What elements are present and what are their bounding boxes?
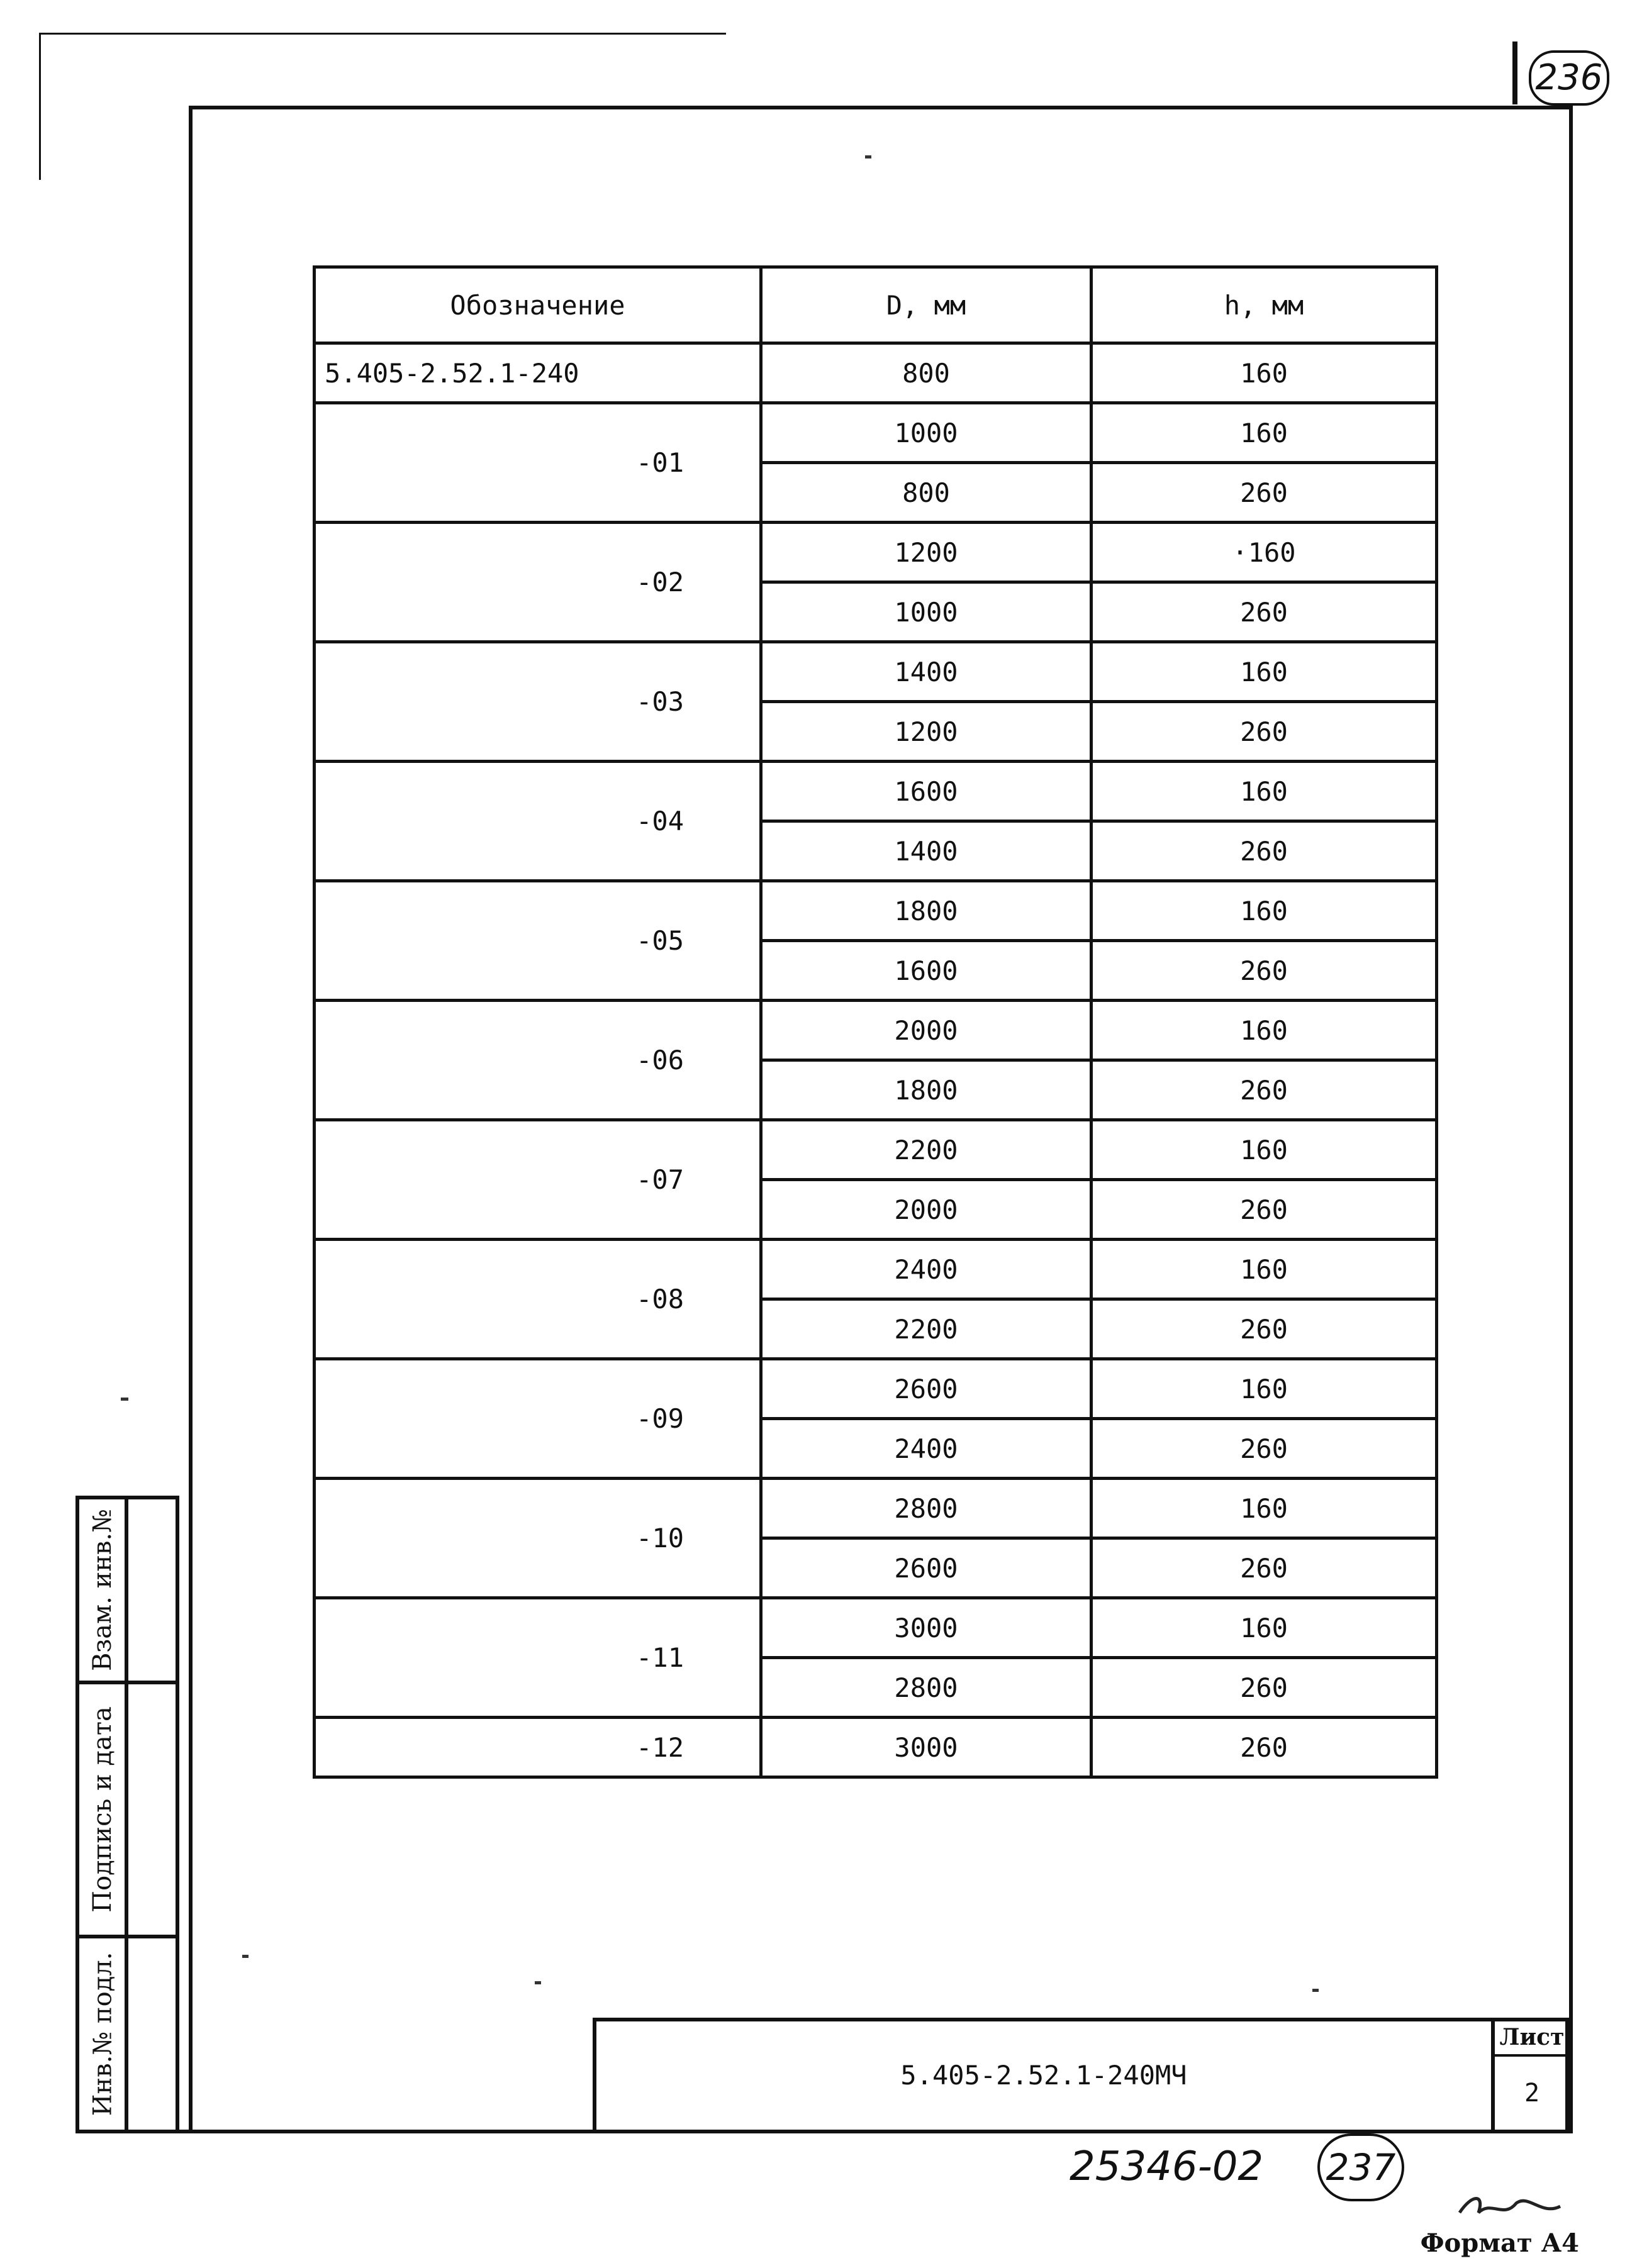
inv-no-original-cell <box>81 1938 125 2130</box>
diameter-cell: 1000 <box>761 403 1092 463</box>
diameter-cell: 1400 <box>761 642 1092 702</box>
signature-date-label: Подпись и дата <box>88 1706 118 1913</box>
page-number-top: 236 <box>1529 50 1609 106</box>
scan-speck <box>535 1981 541 1984</box>
height-cell: 260 <box>1092 702 1437 762</box>
handwritten-mark <box>1453 2187 1573 2225</box>
header-diameter: D, мм <box>761 267 1092 343</box>
diameter-cell: 2000 <box>761 1001 1092 1060</box>
sheet-number: 2 <box>1524 2079 1540 2108</box>
header-height: h, мм <box>1092 267 1437 343</box>
designation-cell: 5.405-2.52.1-240 <box>315 343 761 403</box>
sheet-label: Лист <box>1499 2024 1565 2050</box>
diameter-cell: 2200 <box>761 1299 1092 1359</box>
inv-no-replaced-cell <box>81 1499 125 1681</box>
height-cell: 160 <box>1092 1359 1437 1419</box>
height-cell: 260 <box>1092 1419 1437 1479</box>
designation-cell: -01 <box>315 403 761 523</box>
scan-speck <box>121 1398 128 1401</box>
designation-cell: -04 <box>315 762 761 881</box>
diameter-cell: 3000 <box>761 1598 1092 1658</box>
height-cell: 160 <box>1092 343 1437 403</box>
designation-cell: -02 <box>315 523 761 642</box>
page-number-bar <box>1512 42 1517 104</box>
table-row <box>315 523 1437 582</box>
diameter-cell: 1800 <box>761 881 1092 941</box>
diameter-cell: 2600 <box>761 1538 1092 1598</box>
diameter-cell: 2600 <box>761 1359 1092 1419</box>
height-cell: 260 <box>1092 1180 1437 1240</box>
diameter-cell: 3000 <box>761 1718 1092 1777</box>
height-cell: 160 <box>1092 642 1437 702</box>
height-cell: 160 <box>1092 1598 1437 1658</box>
scan-speck <box>242 1955 249 1958</box>
format-label: Формат А4 <box>1420 2228 1579 2258</box>
height-cell: 260 <box>1092 1538 1437 1598</box>
designation-cell: -09 <box>315 1359 761 1479</box>
table-row <box>315 762 1437 821</box>
height-cell: ·160 <box>1092 523 1437 582</box>
frame-bottom-line <box>75 2130 1569 2133</box>
header-designation: Обозначение <box>315 267 761 343</box>
diameter-cell: 1600 <box>761 762 1092 821</box>
height-cell: 160 <box>1092 1240 1437 1299</box>
designation-cell: -05 <box>315 881 761 1001</box>
diameter-cell: 2800 <box>761 1658 1092 1718</box>
table-row <box>315 881 1437 941</box>
table-body <box>315 343 1437 1777</box>
binding-strip-divider <box>125 1496 128 2130</box>
diameter-cell: 800 <box>761 343 1092 403</box>
designation-cell: -06 <box>315 1001 761 1120</box>
diameter-cell: 1600 <box>761 941 1092 1001</box>
height-cell: 260 <box>1092 821 1437 881</box>
specification-table <box>313 265 1438 1779</box>
table-row <box>315 1001 1437 1060</box>
table-row <box>315 642 1437 702</box>
height-cell: 260 <box>1092 1060 1437 1120</box>
diameter-cell: 1200 <box>761 523 1092 582</box>
height-cell: 160 <box>1092 1479 1437 1538</box>
designation-cell: -10 <box>315 1479 761 1598</box>
table-row <box>315 1120 1437 1180</box>
handwritten-code: 25346-02 <box>1070 2143 1264 2190</box>
diameter-cell: 2200 <box>761 1120 1092 1180</box>
height-cell: 160 <box>1092 403 1437 463</box>
inv-no-original-label: Инв.№ подл. <box>88 1952 117 2116</box>
height-cell: 160 <box>1092 1001 1437 1060</box>
scan-speck <box>865 155 871 158</box>
table-row <box>315 1718 1437 1777</box>
height-cell: 260 <box>1092 941 1437 1001</box>
diameter-cell: 800 <box>761 463 1092 523</box>
signature-date-cell <box>81 1684 125 1935</box>
designation-cell: -03 <box>315 642 761 762</box>
document-code: 5.405-2.52.1-240МЧ <box>900 2060 1187 2091</box>
circled-number: 237 <box>1317 2133 1404 2201</box>
table-row <box>315 1240 1437 1299</box>
height-cell: 260 <box>1092 582 1437 642</box>
diameter-cell: 1000 <box>761 582 1092 642</box>
height-cell: 160 <box>1092 881 1437 941</box>
diameter-cell: 2000 <box>761 1180 1092 1240</box>
designation-cell: -08 <box>315 1240 761 1359</box>
table-row <box>315 343 1437 403</box>
handwritten-mark-icon <box>1453 2187 1573 2225</box>
height-cell: 160 <box>1092 762 1437 821</box>
diameter-cell: 1400 <box>761 821 1092 881</box>
table-row <box>315 1359 1437 1419</box>
height-cell: 260 <box>1092 1658 1437 1718</box>
top-left-vertical-line <box>39 33 41 180</box>
height-cell: 260 <box>1092 463 1437 523</box>
designation-cell: -12 <box>315 1718 761 1777</box>
diameter-cell: 2400 <box>761 1419 1092 1479</box>
designation-cell: -11 <box>315 1598 761 1718</box>
table-row <box>315 1598 1437 1658</box>
diameter-cell: 2800 <box>761 1479 1092 1538</box>
inv-no-replaced-label: Взам. инв.№ <box>88 1508 118 1672</box>
table-row <box>315 1479 1437 1538</box>
designation-cell: -07 <box>315 1120 761 1240</box>
table-header-row <box>315 267 1437 343</box>
top-left-line <box>39 33 726 35</box>
diameter-cell: 2400 <box>761 1240 1092 1299</box>
height-cell: 260 <box>1092 1299 1437 1359</box>
scan-speck <box>1312 1989 1319 1992</box>
diameter-cell: 1200 <box>761 702 1092 762</box>
diameter-cell: 1800 <box>761 1060 1092 1120</box>
height-cell: 160 <box>1092 1120 1437 1180</box>
height-cell: 260 <box>1092 1718 1437 1777</box>
table-row <box>315 403 1437 463</box>
